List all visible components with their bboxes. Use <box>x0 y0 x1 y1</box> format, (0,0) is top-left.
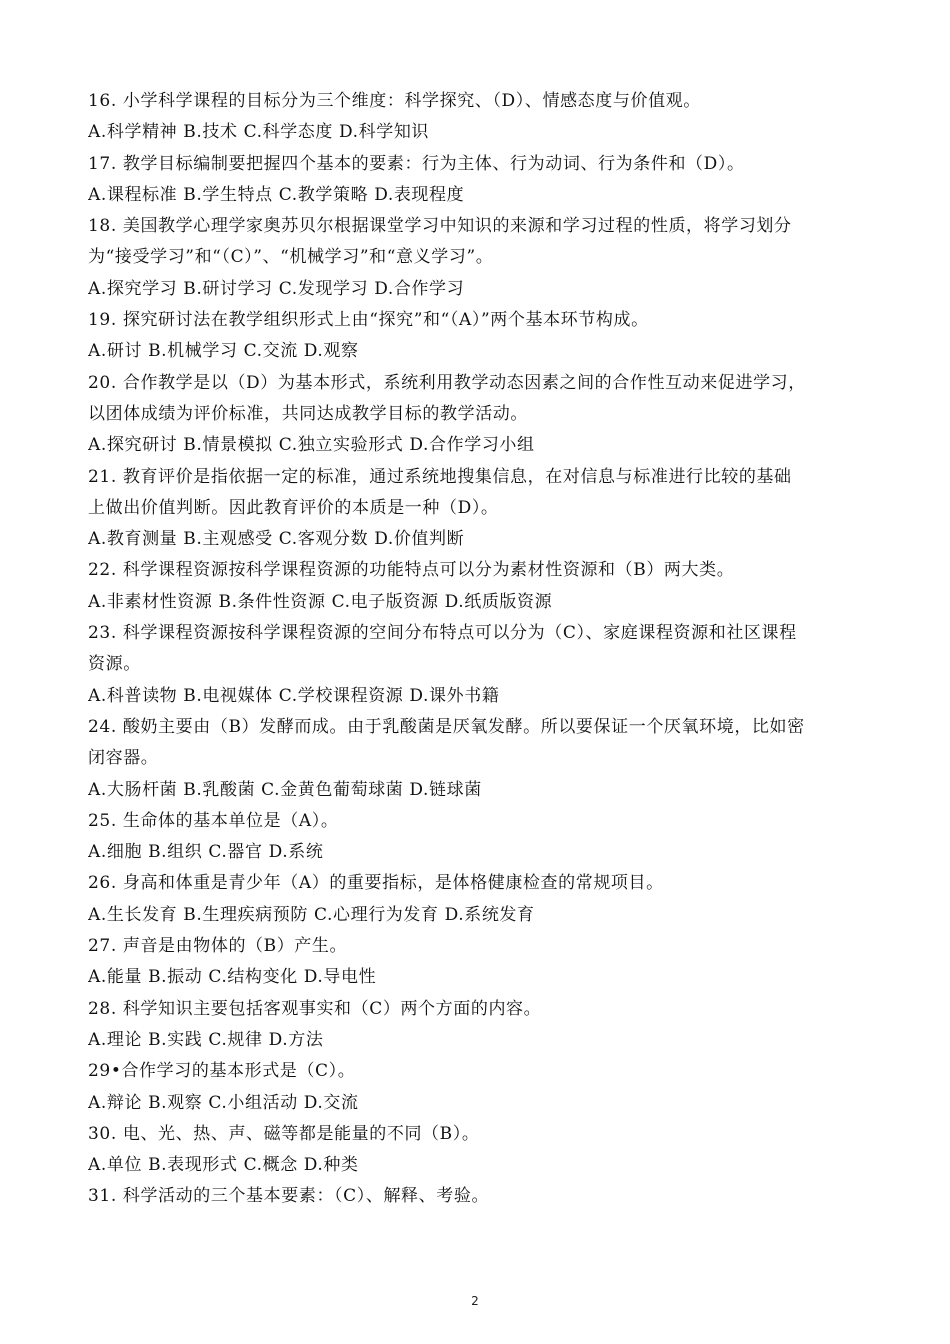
question-30-options: A.单位 B.表现形式 C.概念 D.种类 <box>88 1155 359 1176</box>
question-28-options: A.理论 B.实践 C.规律 D.方法 <box>88 1029 324 1050</box>
question-27-stem: 27. 声音是由物体的（B）产生。 <box>88 936 348 957</box>
document-body <box>88 86 878 1213</box>
question-17-options: A.课程标准 B.学生特点 C.教学策略 D.表现程度 <box>88 184 465 205</box>
question-16-stem: 16. 小学科学课程的目标分为三个维度：科学探究、（D）、情感态度与价值观。 <box>88 91 701 111</box>
question-29-stem: 29•合作学习的基本形式是（C）。 <box>88 1061 356 1082</box>
question-30-stem: 30. 电、光、热、声、磁等都是能量的不同（B）。 <box>88 1123 480 1144</box>
question-28-stem: 28. 科学知识主要包括客观事实和（C）两个方面的内容。 <box>88 998 542 1019</box>
question-18-stem: 18. 美国教学心理学家奥苏贝尔根据课堂学习中知识的来源和学习过程的性质，将学习划分 <box>88 216 792 237</box>
question-22-stem: 22. 科学课程资源按科学课程资源的功能特点可以分为素材性资源和（B）两大类。 <box>88 560 735 581</box>
question-25-stem: 25. 生命体的基本单位是（A）。 <box>88 810 339 831</box>
question-19-options: A.研讨 B.机械学习 C.交流 D.观察 <box>88 341 359 362</box>
question-27-options: A.能量 B.振动 C.结构变化 D.导电性 <box>88 967 377 988</box>
question-23-stem: 23. 科学课程资源按科学课程资源的空间分布特点可以分为（C）、家庭课程资源和社区课程 <box>88 623 797 644</box>
question-31-stem: 31. 科学活动的三个基本要素：（C）、解释、考验。 <box>88 1186 490 1207</box>
question-20-stem: 20. 合作教学是以（D）为基本形式，系统利用教学动态因素之间的合作性互动来促进学习， <box>88 372 806 393</box>
question-20-options: A.探究研讨 B.情景模拟 C.独立实验形式 D.合作学习小组 <box>88 435 535 456</box>
question-22-options: A.非素材性资源 B.条件性资源 C.电子版资源 D.纸质版资源 <box>88 591 553 612</box>
question-17-stem: 17. 教学目标编制要把握四个基本的要素：行为主体、行为动词、行为条件和（D）。 <box>88 153 745 174</box>
question-25-options: A.细胞 B.组织 C.器官 D.系统 <box>88 842 324 863</box>
question-24-options: A.大肠杆菌 B.乳酸菌 C.金黄色葡萄球菌 D.链球菌 <box>88 779 482 800</box>
question-26-options: A.生长发育 B.生理疾病预防 C.心理行为发育 D.系统发育 <box>88 904 535 925</box>
question-29-options: A.辩论 B.观察 C.小组活动 D.交流 <box>88 1092 359 1113</box>
question-21-stem-continued: 上做出价值判断。因此教育评价的本质是一种（D）。 <box>88 497 499 518</box>
question-16-options: A.科学精神 B.技术 C.科学态度 D.科学知识 <box>88 122 430 143</box>
question-26-stem: 26. 身高和体重是青少年（A）的重要指标，是体格健康检查的常规项目。 <box>88 873 664 894</box>
question-23-stem-continued: 资源。 <box>88 654 141 675</box>
question-24-stem-continued: 闭容器。 <box>88 748 159 769</box>
question-18-options: A.探究学习 B.研讨学习 C.发现学习 D.合作学习 <box>88 278 465 299</box>
question-20-stem-continued: 以团体成绩为评价标准，共同达成教学目标的教学活动。 <box>88 403 528 424</box>
question-23-options: A.科普读物 B.电视媒体 C.学校课程资源 D.课外书籍 <box>88 685 500 706</box>
question-19-stem: 19. 探究研讨法在教学组织形式上由“探究”和“（A）”两个基本环节构成。 <box>88 310 649 331</box>
question-18-stem-continued: 为“接受学习”和“（C）”、“机械学习”和“意义学习”。 <box>88 247 494 268</box>
question-21-stem: 21. 教育评价是指依据一定的标准，通过系统地搜集信息，在对信息与标准进行比较的基础 <box>88 466 792 487</box>
page-number: 2 <box>471 1294 479 1308</box>
question-24-stem: 24. 酸奶主要由（B）发酵而成。由于乳酸菌是厌氧发酵。所以要保证一个厌氧环境，比如密 <box>88 716 805 737</box>
question-21-options: A.教育测量 B.主观感受 C.客观分数 D.价值判断 <box>88 529 465 550</box>
